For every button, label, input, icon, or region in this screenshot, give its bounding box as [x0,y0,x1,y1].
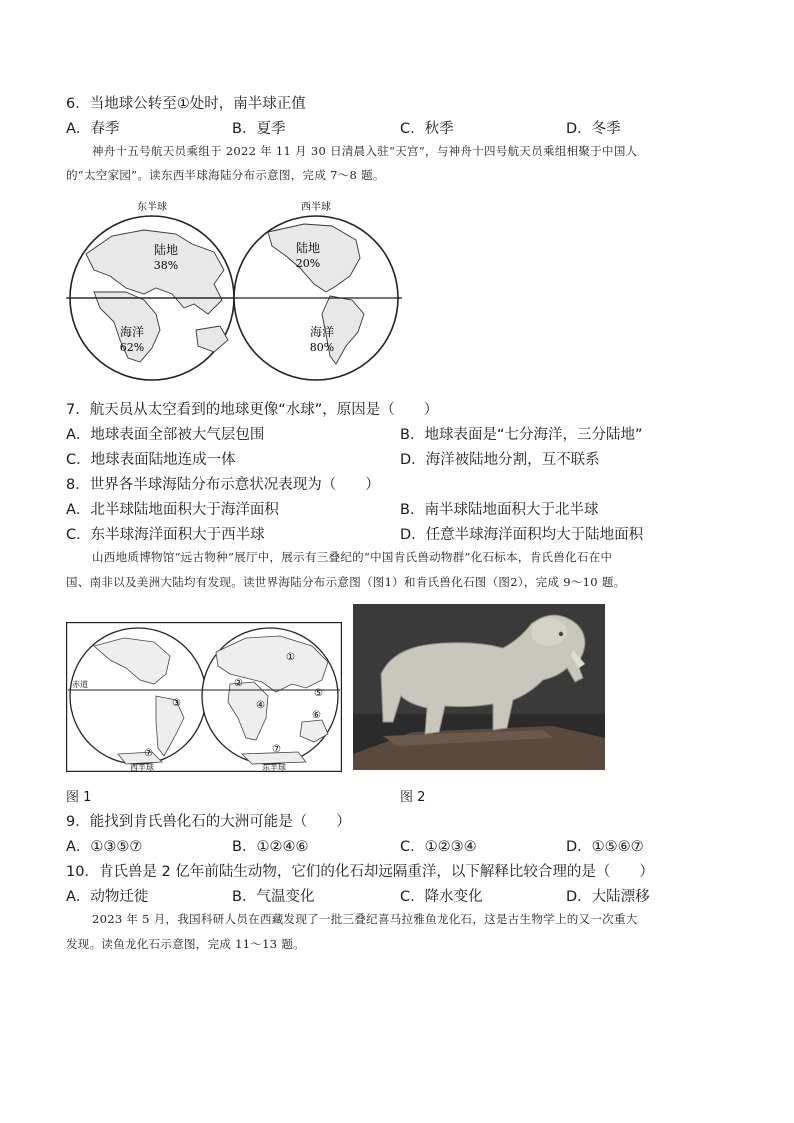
q7-option-c: C．地球表面陆地连成一体 [66,452,236,468]
q10-option-b: B．气温变化 [232,889,315,905]
marker-3: ③ [172,698,181,709]
west-ocean-label: 海洋 [309,325,335,339]
passage-1-line-1: 神舟十五号航天员乘组于 2022 年 11 月 30 日清晨入驻“天宫”，与神舟十四号航天员乘组相聚于中国人 [92,144,638,158]
world-land-sea-map [66,622,342,772]
q7-option-d: D．海洋被陆地分割，互不联系 [400,452,600,468]
question-6-stem: 6．当地球公转至①处时，南半球正值 [66,96,306,112]
marker-4: ④ [256,700,265,711]
equator-label: 赤道 [72,680,88,689]
west-hemisphere-caption: 西半球 [130,763,154,772]
q8-option-c: C．东半球海洋面积大于西半球 [66,527,265,543]
marker-7-east: ⑦ [272,744,281,755]
q6-option-c: C．秋季 [400,121,454,137]
q10-option-a: A．动物迁徙 [66,889,149,905]
question-8-stem: 8．世界各半球海陆分布示意状况表现为（ ） [66,477,380,493]
q10-option-c: C．降水变化 [400,889,483,905]
west-ocean-percent: 80% [309,341,335,354]
marker-1: ① [286,652,295,663]
west-land-percent: 20% [295,257,321,270]
passage-2-line-1: 山西地质博物馆“远古物种”展厅中，展示有三叠纪的“中国肯氏兽动物群”化石标本，肯氏兽化石在中 [92,550,613,564]
q6-option-d: D．冬季 [566,121,621,137]
q8-option-a: A．北半球陆地面积大于海洋面积 [66,502,279,518]
west-land-label: 陆地 [295,241,321,255]
q10-option-d: D．大陆漂移 [566,889,650,905]
east-ocean-percent: 62% [119,341,145,354]
passage-2-line-2: 国、南非以及美洲大陆均有发现。读世界海陆分布示意图（图1）和肯氏兽化石图（图2），完成 9～10 题。 [66,575,626,589]
q9-option-d: D．①⑤⑥⑦ [566,839,644,855]
q8-option-b: B．南半球陆地面积大于北半球 [400,502,599,518]
q7-option-b: B．地球表面是“七分海洋，三分陆地” [400,427,643,443]
east-ocean-label: 海洋 [119,325,145,339]
q6-option-a: A．春季 [66,121,120,137]
hemisphere-land-sea-figure [64,196,414,382]
marker-7-west: ⑦ [144,748,153,759]
passage-1-line-2: 的“太空家园”。读东西半球海陆分布示意图，完成 7～8 题。 [66,168,385,182]
question-7-stem: 7．航天员从太空看到的地球更像“水球”，原因是（ ） [66,402,439,418]
passage-3-line-2: 发现。读鱼龙化石示意图，完成 11～13 题。 [66,937,305,951]
east-hemisphere-title: 东半球 [137,202,167,213]
east-land-percent: 38% [153,259,179,272]
q8-option-d: D．任意半球海洋面积均大于陆地面积 [400,527,644,543]
q7-option-a: A．地球表面全部被大气层包围 [66,427,265,443]
figure-2-label: 图 2 [400,790,426,805]
marker-5: ⑤ [314,688,323,699]
passage-3-line-1: 2023 年 5 月，我国科研人员在西藏发现了一批三叠纪喜马拉雅鱼龙化石，这是古生物学上的又一次重大 [92,912,638,926]
figure-1-label: 图 1 [66,790,92,805]
q9-option-b: B．①②④⑥ [232,839,309,855]
east-hemisphere-caption: 东半球 [262,763,286,772]
question-9-stem: 9．能找到肯氏兽化石的大洲可能是（ ） [66,814,351,830]
marker-2: ② [234,678,243,689]
kannemeyeria-fossil-photo [353,604,605,770]
question-10-stem: 10．肯氏兽是 2 亿年前陆生动物，它们的化石却远隔重洋，以下解释比较合理的是（ ） [66,864,654,880]
west-hemisphere-title: 西半球 [301,202,331,213]
east-land-label: 陆地 [153,243,179,257]
q6-option-b: B．夏季 [232,121,286,137]
q9-option-c: C．①②③④ [400,839,477,855]
q9-option-a: A．①③⑤⑦ [66,839,143,855]
marker-6: ⑥ [312,710,321,721]
